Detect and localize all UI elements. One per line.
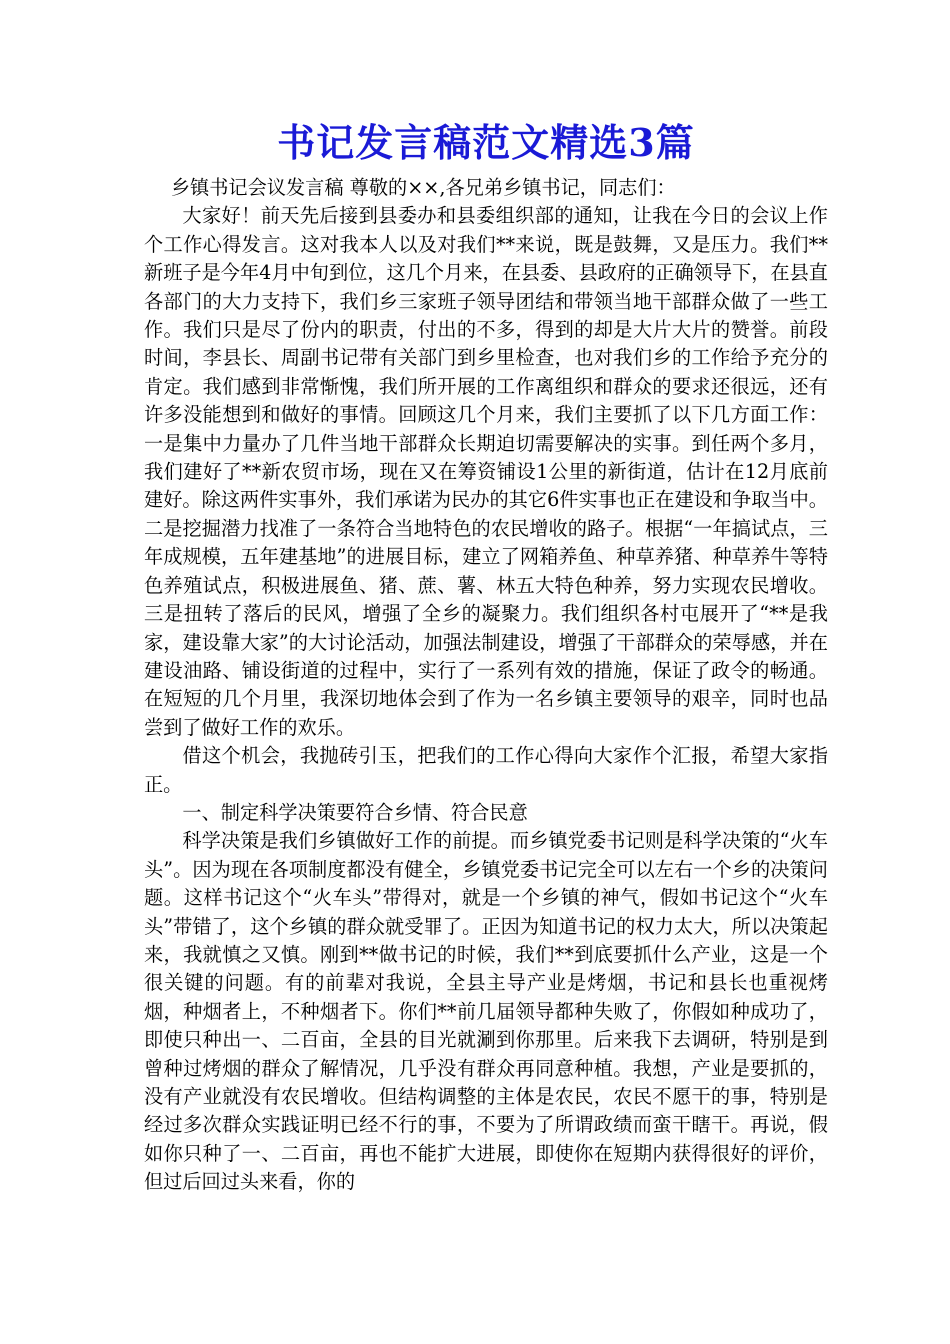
body-paragraph: 借这个机会，我抛砖引玉，把我们的工作心得向大家作个汇报，希望大家指正。	[144, 744, 828, 796]
body-paragraph: 大家好！前天先后接到县委办和县委组织部的通知，让我在今日的会议上作个工作心得发言。这对我本人以及对我们**来说，既是鼓舞，又是压力。我们**新班子是今年4月中旬到位，这几个月来，在县委、县政府的正确领导下，在县直各部门的大力支持下，我们乡三家班子领导团结和带领当地干部群众做了一些工作。我们只是尽了份内的职责，付出的不多，得到的却是大片大片的赞誉。前段时间，李县长、周副书记带有关部门到乡里检查，也对我们乡的工作给予充分的肯定。我们感到非常惭愧，我们所开展的工作离组织和群众的要求还很远，还有许多没能想到和做好的事情。回顾这几个月来，我们主要抓了以下几方面工作：一是集中力量办了几件当地干部群众长期迫切需要解决的实事。到任两个多月，我们建好了**新农贸市场，现在又在筹资铺设1公里的新街道，估计在12月底前建好。除这两件实事外，我们承诺为民办的其它6件实事也正在建设和争取当中。二是挖掘潜力找准了一条符合当地特色的农民增收的路子。根据“一年搞试点，三年成规模，五年建基地”的进展目标，建立了网箱养鱼、种草养猪、种草养牛等特色养殖试点，积极进展鱼、猪、蔗、薯、林五大特色种养，努力实现农民增收。三是扭转了落后的民风，增强了全乡的凝聚力。我们组织各村屯展开了“**是我家，建设靠大家”的大讨论活动，加强法制建设，增强了干部群众的荣辱感，并在建设油路、铺设街道的过程中，实行了一系列有效的措施，保证了政令的畅通。在短短的几个月里，我深切地体会到了作为一名乡镇主要领导的艰辛，同时也品尝到了做好工作的欢乐。	[144, 204, 828, 739]
document-title: 书记发言稿范文精选3篇	[277, 120, 695, 165]
salutation-paragraph: 乡镇书记会议发言稿 尊敬的××,各兄弟乡镇书记，同志们：	[170, 176, 676, 199]
section-heading: 一、制定科学决策要符合乡情、符合民意	[182, 800, 528, 824]
body-paragraph: 科学决策是我们乡镇做好工作的前提。而乡镇党委书记则是科学决策的“火车头”。因为现在各项制度都没有健全，乡镇党委书记完全可以左右一个乡的决策问题。这样书记这个“火车头”带得对，就是一个乡镇的神气，假如书记这个“火车头”带错了，这个乡镇的群众就受罪了。正因为知道书记的权力太大，所以决策起来，我就慎之又慎。刚到**做书记的时候，我们**到底要抓什么产业，这是一个很关键的问题。有的前辈对我说，全县主导产业是烤烟，书记和县长也重视烤烟，种烟者上，不种烟者下。你们**前几届领导都种失败了，你假如种成功了，即使只种出一、二百亩，全县的目光就涮到你那里。后来我下去调研，特别是到曾种过烤烟的群众了解情况，几乎没有群众再同意种植。我想，产业是要抓的，没有产业就没有农民增收。但结构调整的主体是农民，农民不愿干的事，特别是经过多次群众实践证明已经不行的事，不要为了所谓政绩而蛮干瞎干。再说，假如你只种了一、二百亩，再也不能扩大进展，即使你在短期内获得很好的评价，但过后回过头来看，你的	[144, 829, 828, 1194]
